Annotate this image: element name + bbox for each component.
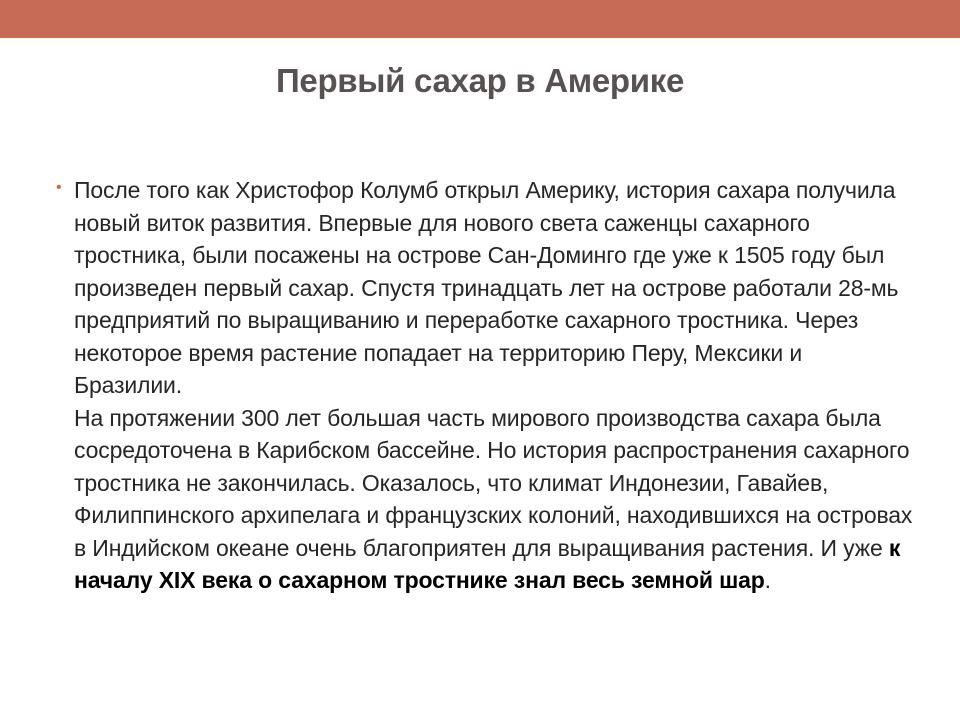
paragraph-2 [74, 402, 916, 597]
bullet-text [74, 174, 916, 597]
bullet-item [56, 174, 916, 597]
paragraph-2-end: . [764, 567, 771, 593]
slide-body [56, 174, 916, 597]
top-accent-bar [0, 0, 960, 38]
paragraph-2-text: На протяжении 300 лет большая часть мирового производства сахара была сосредоточена в Карибском бассейне. Но история распространения сахарного тростника не закончилась. Оказалось, что климат Индонезии, Гавайев, Филиппинского архипелага и французских колоний, находившихся на островах в Индийском океане очень благоприятен для выращивания растения. И уже [74, 404, 913, 561]
paragraph-1: После того как Христофор Колумб открыл Америку, история сахара получила новый виток развития. Впервые для нового света саженцы сахарного тростника, были посажены на острове Сан-Доминго где уже к 1505 году был произведен первый сахар. Спустя тринадцать лет на острове работали 28-мь предприятий по выращиванию и переработке сахарного тростника. Через некоторое время растение попадает на территорию Перу, Мексики и Бразилии. [74, 177, 899, 398]
paragraph-2-bold-text: к началу XIX века о сахарном тростнике знал весь земной шар [74, 534, 901, 593]
slide-title: Первый сахар в Америке [275, 62, 685, 99]
bullet-icon: • [56, 179, 62, 196]
